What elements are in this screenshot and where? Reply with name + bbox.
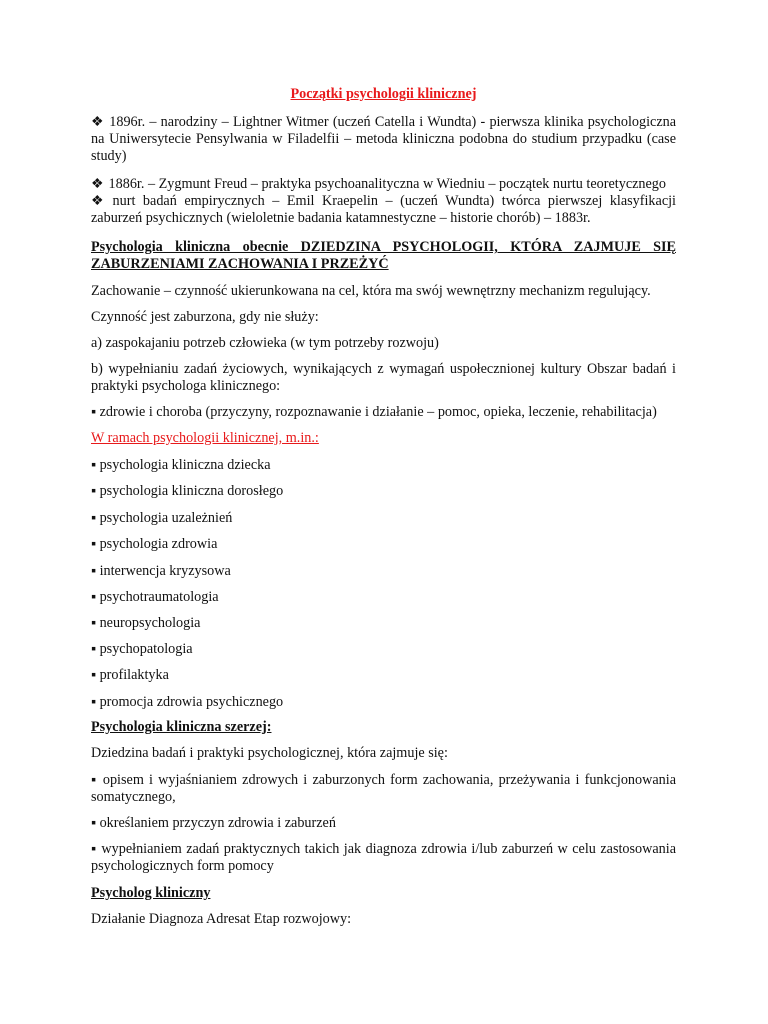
subfield-item: ▪ psychologia kliniczna dziecka [91, 457, 271, 473]
document-title: Początki psychologii klinicznej [290, 86, 477, 102]
history-text-3: nurt badań empirycznych – Emil Kraepelin – (uczeń Wundta) twórca pierwszej klasyfikacji zaburzeń psychicznych (wieloletnie badania katamnestyczne – historie chorób) – 1883r. [91, 193, 677, 226]
subfield-item: ▪ profilaktyka [91, 667, 169, 683]
subfield-item: ▪ psychotraumatologia [91, 589, 219, 605]
diamond-bullet-icon: ❖ [91, 176, 104, 192]
health-item: ▪ zdrowie i choroba (przyczyny, rozpoznawanie i działanie – pomoc, opieka, leczenie, rehabilitacja) [91, 404, 657, 420]
subfield-item: ▪ interwencja kryzysowa [91, 563, 231, 579]
option-a: a) zaspokajaniu potrzeb człowieka (w tym potrzeby rozwoju) [91, 335, 439, 351]
broader-heading: Psychologia kliniczna szerzej: [91, 719, 272, 735]
history-item-1 [91, 114, 676, 165]
broader-intro: Dziedzina badań i praktyki psychologicznej, która zajmuje się: [91, 745, 448, 761]
behavior-definition: Zachowanie – czynność ukierunkowana na cel, która ma swój wewnętrzny mechanizm regulujący. [91, 283, 651, 299]
subfield-item: ▪ psychologia uzależnień [91, 510, 233, 526]
subfield-item: ▪ psychologia zdrowia [91, 536, 218, 552]
history-item-3 [91, 193, 676, 227]
broader-item-3: ▪ wypełnianiem zadań praktycznych takich jak diagnoza zdrowia i/lub zaburzeń w celu zastosowania psychologicznych form pomocy [91, 841, 676, 874]
diamond-bullet-icon: ❖ [91, 193, 104, 209]
subfield-item: ▪ promocja zdrowia psychicznego [91, 694, 284, 710]
psychologist-heading: Psycholog kliniczny [91, 885, 211, 901]
history-item-2 [91, 176, 676, 193]
history-text-2: 1886r. – Zygmunt Freud – praktyka psychoanalityczna w Wiedniu – początek nurtu teoretycznego [108, 176, 666, 192]
broader-item-1: ▪ opisem i wyjaśnianiem zdrowych i zaburzonych form zachowania, przeżywania i funkcjonowania somatycznego, [91, 772, 676, 805]
psychologist-text: Działanie Diagnoza Adresat Etap rozwojowy: [91, 911, 352, 927]
history-text-1: 1896r. – narodziny – Lightner Witmer (uczeń Catella i Wundta) - pierwsza klinika psychologiczna na Uniwersytecie Pensylwania w Filadelfii – metoda kliniczna podobna do studium przypadku (case study) [91, 114, 677, 164]
broader-item-2: ▪ określaniem przyczyn zdrowia i zaburzeń [91, 815, 336, 831]
subfield-item: ▪ neuropsychologia [91, 615, 201, 631]
subfield-item: ▪ psychopatologia [91, 641, 193, 657]
definition-heading: Psychologia kliniczna obecnie DZIEDZINA PSYCHOLOGII, KTÓRA ZAJMUJE SIĘ ZABURZENIAMI ZACHOWANIA I PRZEŻYĆ [91, 239, 676, 272]
subfields-heading: W ramach psychologii klinicznej, m.in.: [91, 430, 319, 446]
subfield-item: ▪ psychologia kliniczna dorosłego [91, 483, 284, 499]
disturbed-activity-text: Czynność jest zaburzona, gdy nie służy: [91, 309, 319, 325]
diamond-bullet-icon: ❖ [91, 114, 104, 130]
option-b: b) wypełnianiu zadań życiowych, wynikających z wymagań uspołecznionej kultury Obszar badań i praktyki psychologa klinicznego: [91, 361, 676, 394]
